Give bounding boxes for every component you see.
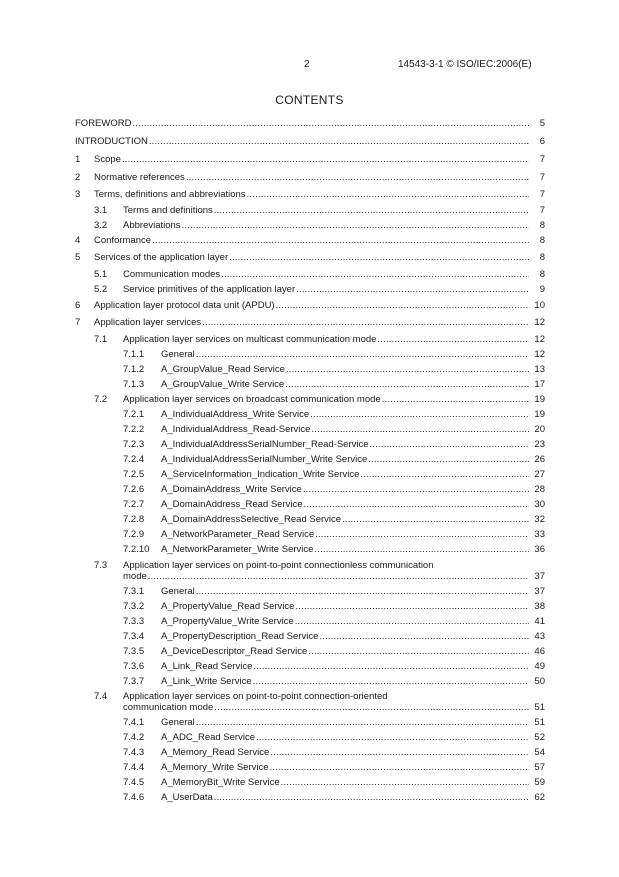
- toc-entry[interactable]: 7.2.4 A_IndividualAddressSerialNumber_Write Service ..... 26: [75, 452, 545, 467]
- toc-entry[interactable]: 4 Conformance ..... 8: [75, 233, 545, 248]
- toc-entry[interactable]: mode ..... 37: [75, 569, 545, 584]
- toc-entry[interactable]: 3.1 Terms and definitions ..... 7: [75, 203, 545, 218]
- toc-entry[interactable]: 7.3.3 A_PropertyValue_Write Service ..... 41: [75, 614, 545, 629]
- toc-entry[interactable]: 1 Scope ..... 7: [75, 152, 545, 167]
- toc-entry[interactable]: 7.3 Application layer services on point-to-point connectionless communication: [94, 560, 434, 571]
- toc-entry[interactable]: 7.2.8 A_DomainAddressSelective_Read Service ..... 32: [75, 512, 545, 527]
- toc-entry[interactable]: 7.4.1 General ..... 51: [75, 715, 545, 730]
- toc-entry[interactable]: 7.2.1 A_IndividualAddress_Write Service ..... 19: [75, 407, 545, 422]
- toc-entry[interactable]: 5.1 Communication modes ..... 8: [75, 267, 545, 282]
- toc-entry[interactable]: 7.2.5 A_ServiceInformation_Indication_Write Service ..... 27: [75, 467, 545, 482]
- toc-entry[interactable]: INTRODUCTION ..... 6: [75, 134, 545, 149]
- toc-entry[interactable]: 7.3.4 A_PropertyDescription_Read Service ..... 43: [75, 629, 545, 644]
- toc-entry[interactable]: 7.2.7 A_DomainAddress_Read Service ..... 30: [75, 497, 545, 512]
- toc-entry[interactable]: 7.3.2 A_PropertyValue_Read Service ..... 38: [75, 599, 545, 614]
- toc-entry[interactable]: 7.4.6 A_UserData ..... 62: [75, 790, 545, 805]
- toc-entry[interactable]: 7.4.2 A_ADC_Read Service ..... 52: [75, 730, 545, 745]
- page-number: 2: [304, 59, 310, 70]
- toc-entry[interactable]: 7.1.1 General ..... 12: [75, 347, 545, 362]
- toc-entry[interactable]: 7.4 Application layer services on point-to-point connection-oriented: [94, 691, 388, 702]
- toc-entry[interactable]: 7.1.2 A_GroupValue_Read Service ..... 13: [75, 362, 545, 377]
- toc-entry[interactable]: 7.3.7 A_Link_Write Service ..... 50: [75, 674, 545, 689]
- page-title: CONTENTS: [275, 93, 344, 107]
- toc-entry[interactable]: 7.4.4 A_Memory_Write Service ..... 57: [75, 760, 545, 775]
- toc-entry[interactable]: 7.2.3 A_IndividualAddressSerialNumber_Read-Service ..... 23: [75, 437, 545, 452]
- toc-entry[interactable]: 2 Normative references ..... 7: [75, 170, 545, 185]
- toc-entry[interactable]: 7.1.3 A_GroupValue_Write Service ..... 17: [75, 377, 545, 392]
- toc-entry[interactable]: 5.2 Service primitives of the application layer ..... 9: [75, 282, 545, 297]
- toc-entry[interactable]: 6 Application layer protocol data unit (APDU) ..... 10: [75, 298, 545, 313]
- toc-entry[interactable]: 7.3.1 General ..... 37: [75, 584, 545, 599]
- toc-entry[interactable]: 7.2.10 A_NetworkParameter_Write Service ..... 36: [75, 542, 545, 557]
- toc-entry[interactable]: 7.2.2 A_IndividualAddress_Read-Service ..... 20: [75, 422, 545, 437]
- toc-entry[interactable]: 3.2 Abbreviations ..... 8: [75, 218, 545, 233]
- toc-entry[interactable]: 7.2.6 A_DomainAddress_Write Service ..... 28: [75, 482, 545, 497]
- toc-entry[interactable]: 7 Application layer services ..... 12: [75, 315, 545, 330]
- standard-reference: 14543-3-1 © ISO/IEC:2006(E): [398, 59, 532, 70]
- toc-entry[interactable]: 7.1 Application layer services on multicast communication mode ..... 12: [75, 332, 545, 347]
- toc-entry[interactable]: 7.3.6 A_Link_Read Service ..... 49: [75, 659, 545, 674]
- toc-entry[interactable]: 7.3.5 A_DeviceDescriptor_Read Service ..... 46: [75, 644, 545, 659]
- toc-entry[interactable]: 7.4.5 A_MemoryBit_Write Service ..... 59: [75, 775, 545, 790]
- toc-entry[interactable]: 7.4.3 A_Memory_Read Service ..... 54: [75, 745, 545, 760]
- toc-entry[interactable]: 3 Terms, definitions and abbreviations ..... 7: [75, 187, 545, 202]
- toc-entry[interactable]: 7.2.9 A_NetworkParameter_Read Service ..... 33: [75, 527, 545, 542]
- toc-entry[interactable]: FOREWORD ..... 5: [75, 116, 545, 131]
- toc-entry[interactable]: communication mode ..... 51: [75, 700, 545, 715]
- toc-entry[interactable]: 5 Services of the application layer ..... 8: [75, 250, 545, 265]
- toc-entry[interactable]: 7.2 Application layer services on broadcast communication mode ..... 19: [75, 392, 545, 407]
